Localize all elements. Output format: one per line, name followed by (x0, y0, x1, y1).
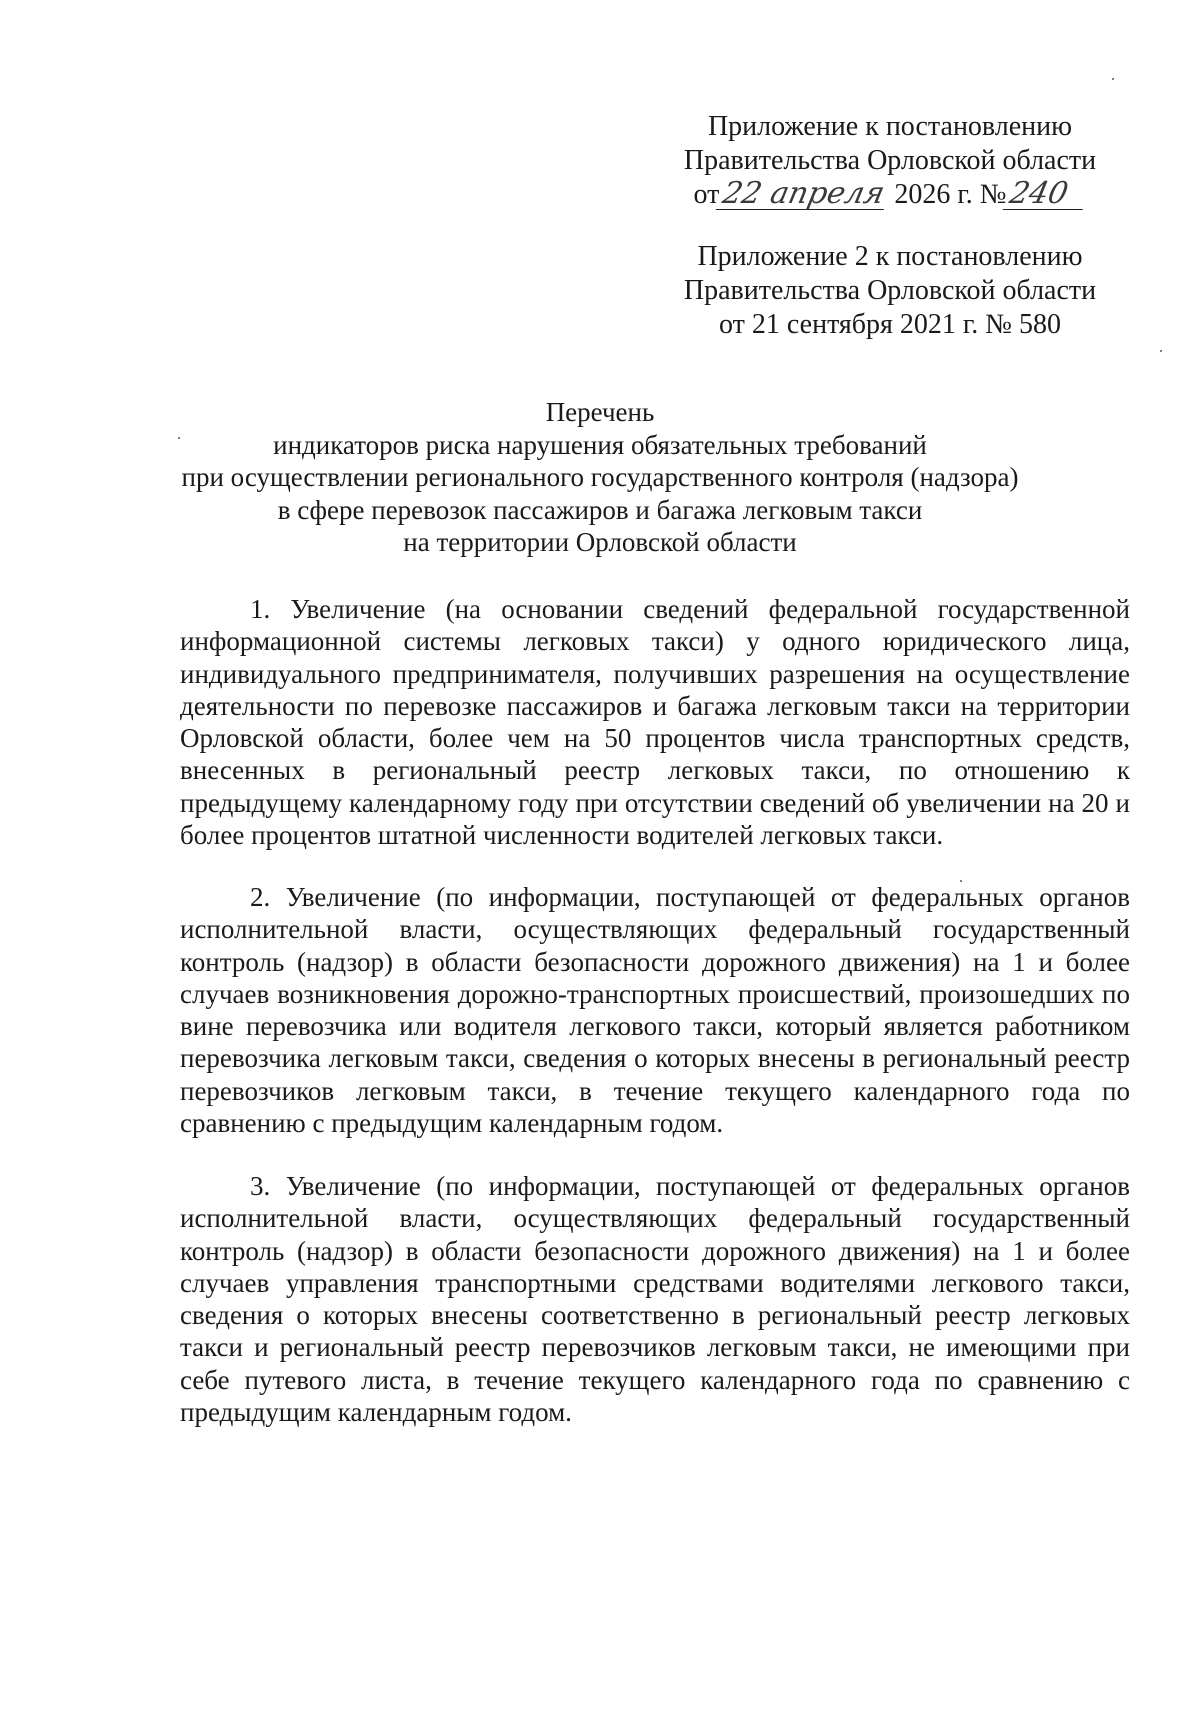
date-prefix: от (693, 179, 720, 210)
government-line: Правительства Орловской области (683, 275, 1097, 306)
title-line: индикаторов риска нарушения обязательных требований (273, 429, 927, 460)
document-title (150, 396, 1050, 559)
title-line: Перечень (545, 397, 655, 427)
appendix-header-original (660, 240, 1120, 342)
paragraph-text: 3. Увеличение (по информации, поступающей от федеральных органов исполнительной власти, осуществляющих федеральный государственный контроль (надзор) в области безопасности дорожного движения) на 1 и более случаев управления транспортными средствами водителями легкового такси, сведения о которых внесены соответственно в региональный реестр легковых такси и региональный реестр перевозчиков легковым такси, не имеющими при себе путевого листа, в течение текущего календарного года по сравнению с предыдущим календарным годом. (180, 1171, 1130, 1428)
title-line: при осуществлении регионального государственного контроля (надзора) (181, 462, 1019, 492)
risk-indicator-3 (180, 1170, 1130, 1428)
resolution-date-line: от 21 сентября 2021 г. № 580 (719, 309, 1061, 340)
scan-speck (1112, 78, 1114, 80)
risk-indicator-2 (180, 881, 1130, 1139)
paragraph-text: 2. Увеличение (по информации, поступающей от федеральных органов исполнительной власти, осуществляющих федеральный государственный контроль (надзор) в области безопасности дорожного движения) на 1 и более случаев возникновения дорожно-транспортных происшествий, произошедших по вине перевозчика или водителя легкового такси, который является работником перевозчика легковым такси, сведения о которых внесены в региональный реестр перевозчиков легковым такси, в течение текущего календарного года по сравнению с предыдущим календарным годом. (180, 882, 1130, 1139)
title-line: в сфере перевозок пассажиров и багажа легковым такси (277, 494, 923, 525)
appendix-header-current (660, 110, 1120, 212)
appendix-line: Приложение к постановлению (707, 111, 1073, 142)
scan-speck (960, 880, 962, 882)
title-line: на территории Орловской области (403, 527, 797, 557)
government-line: Правительства Орловской области (683, 145, 1097, 176)
handwritten-date: 22 апреля (716, 179, 891, 210)
paragraph-text: 1. Увеличение (на основании сведений федеральной государственной информационной системы легковых такси) у одного юридического лица, индивидуального предпринимателя, получивших разрешения на осуществление деятельности по перевозке пассажиров и багажа легковым такси на территории Орловской области, более чем на 50 процентов числа транспортных средств, внесенных в региональный реестр легковых такси, по отношению к предыдущему календарному году при отсутствии сведений об увеличении на 20 и более процентов штатной численности водителей легковых такси. (180, 594, 1130, 851)
resolution-date-line (660, 178, 1120, 212)
scan-speck (178, 437, 180, 439)
resolution-year: 2026 г. № (894, 179, 1007, 210)
appendix-line: Приложение 2 к постановлению (697, 241, 1083, 272)
scan-speck (1160, 350, 1162, 352)
risk-indicator-1 (180, 593, 1130, 851)
handwritten-number: 240 (1003, 179, 1090, 210)
